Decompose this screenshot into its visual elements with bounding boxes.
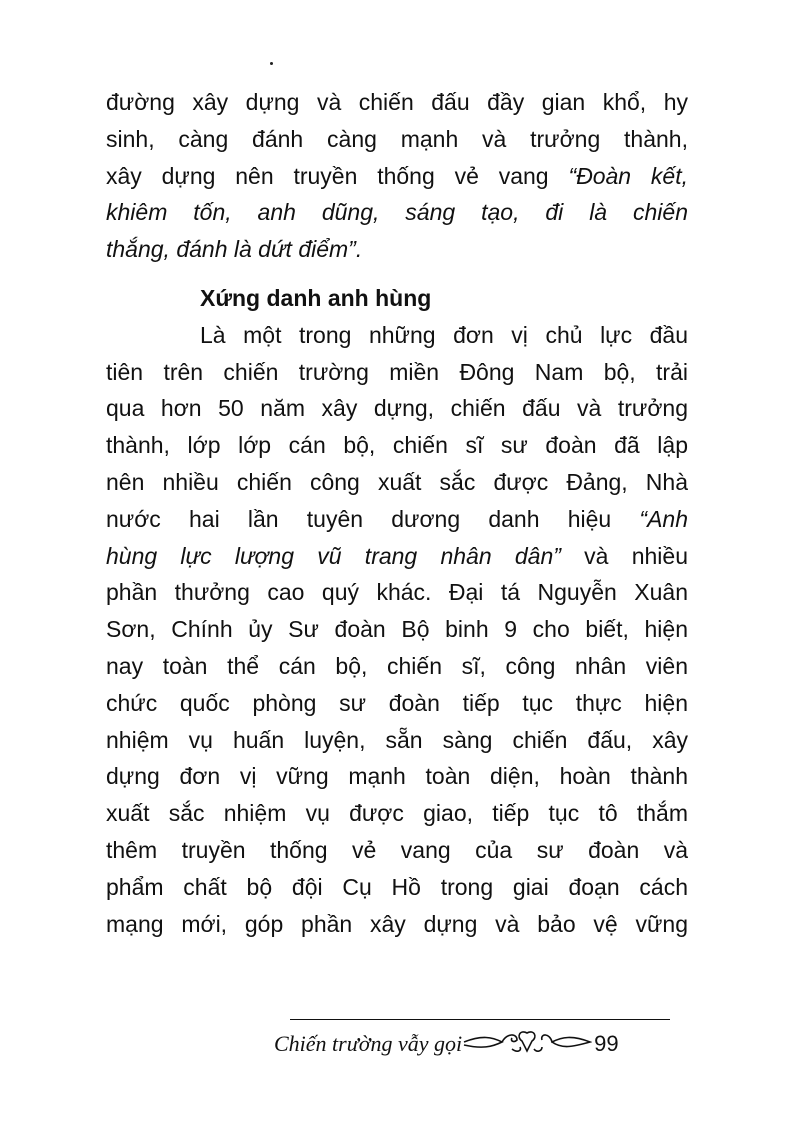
text-line [106, 869, 688, 906]
body-text [106, 84, 688, 942]
text-segment: mạng mới, góp phần xây dựng và bảo vệ vững [106, 910, 688, 937]
text-line [106, 231, 688, 268]
text-line [106, 795, 688, 832]
text-line [106, 317, 688, 354]
text-line [106, 354, 688, 391]
text-line [106, 906, 688, 943]
text-line [106, 611, 688, 648]
text-line [106, 538, 688, 575]
text-segment: xuất sắc nhiệm vụ được giao, tiếp tục tô thắm [106, 800, 688, 827]
text-line [106, 685, 688, 722]
section-heading [106, 280, 688, 317]
text-segment: đường xây dựng và chiến đấu đầy gian khổ, hy [106, 89, 688, 115]
text-segment: nhiệm vụ huấn luyện, sẵn sàng chiến đấu, xây [106, 726, 688, 753]
italic-quote-text: thắng, đánh là dứt điểm”. [106, 236, 363, 263]
text-segment: thành, lớp lớp cán bộ, chiến sĩ sư đoàn đã lập [106, 432, 688, 459]
text-line [106, 84, 688, 121]
running-footer [274, 1027, 619, 1061]
text-line [106, 758, 688, 795]
text-line [106, 832, 688, 869]
stray-mark [270, 62, 273, 65]
text-segment: nước hai lần tuyên dương danh hiệu [106, 505, 640, 532]
text-line [106, 648, 688, 685]
text-line [106, 390, 688, 427]
text-line [106, 121, 688, 158]
text-segment: sinh, càng đánh càng mạnh và trưởng thành, [106, 125, 688, 152]
text-segment: nay toàn thể cán bộ, chiến sĩ, công nhân viên [106, 652, 688, 679]
text-segment: Là một trong những đơn vị chủ lực đầu [200, 321, 688, 348]
book-title: Chiến trường vẫy gọi [274, 1031, 463, 1056]
italic-quote-text: “Đoàn kết, [568, 162, 688, 189]
text-line [106, 427, 688, 464]
footer-divider [290, 1019, 670, 1020]
text-segment: nên nhiều chiến công xuất sắc được Đảng, Nhà [106, 468, 688, 495]
text-segment: và nhiều [560, 542, 688, 569]
text-line [106, 194, 688, 231]
text-segment: Sơn, Chính ủy Sư đoàn Bộ binh 9 cho biết, hiện [106, 616, 688, 643]
italic-quote-text: “Anh [639, 505, 688, 532]
text-segment: chức quốc phòng sư đoàn tiếp tục thực hiện [106, 689, 688, 716]
text-line [106, 464, 688, 501]
italic-quote-text: khiêm tốn, anh dũng, sáng tạo, đi là chiến [106, 199, 688, 226]
text-segment: thêm truyền thống vẻ vang của sư đoàn và [106, 836, 688, 863]
text-segment: tiên trên chiến trường miền Đông Nam bộ, trải [106, 358, 688, 385]
text-segment: dựng đơn vị vững mạnh toàn diện, hoàn thành [106, 763, 688, 790]
flourish-ornament-icon [462, 1027, 592, 1062]
text-line [106, 158, 688, 195]
text-segment: phần thưởng cao quý khác. Đại tá Nguyễn Xuân [106, 579, 688, 606]
text-segment: Xứng danh anh hùng [200, 284, 432, 311]
text-segment: xây dựng nên truyền thống vẻ vang [106, 162, 569, 189]
text-line [106, 501, 688, 538]
text-segment: qua hơn 50 năm xây dựng, chiến đấu và trưởng [106, 395, 688, 422]
text-segment: phẩm chất bộ đội Cụ Hồ trong giai đoạn cách [106, 873, 688, 900]
text-line [106, 574, 688, 611]
text-line [106, 722, 688, 759]
page-number: 99 [594, 1031, 619, 1056]
italic-quote-text: hùng lực lượng vũ trang nhân dân” [106, 542, 561, 569]
